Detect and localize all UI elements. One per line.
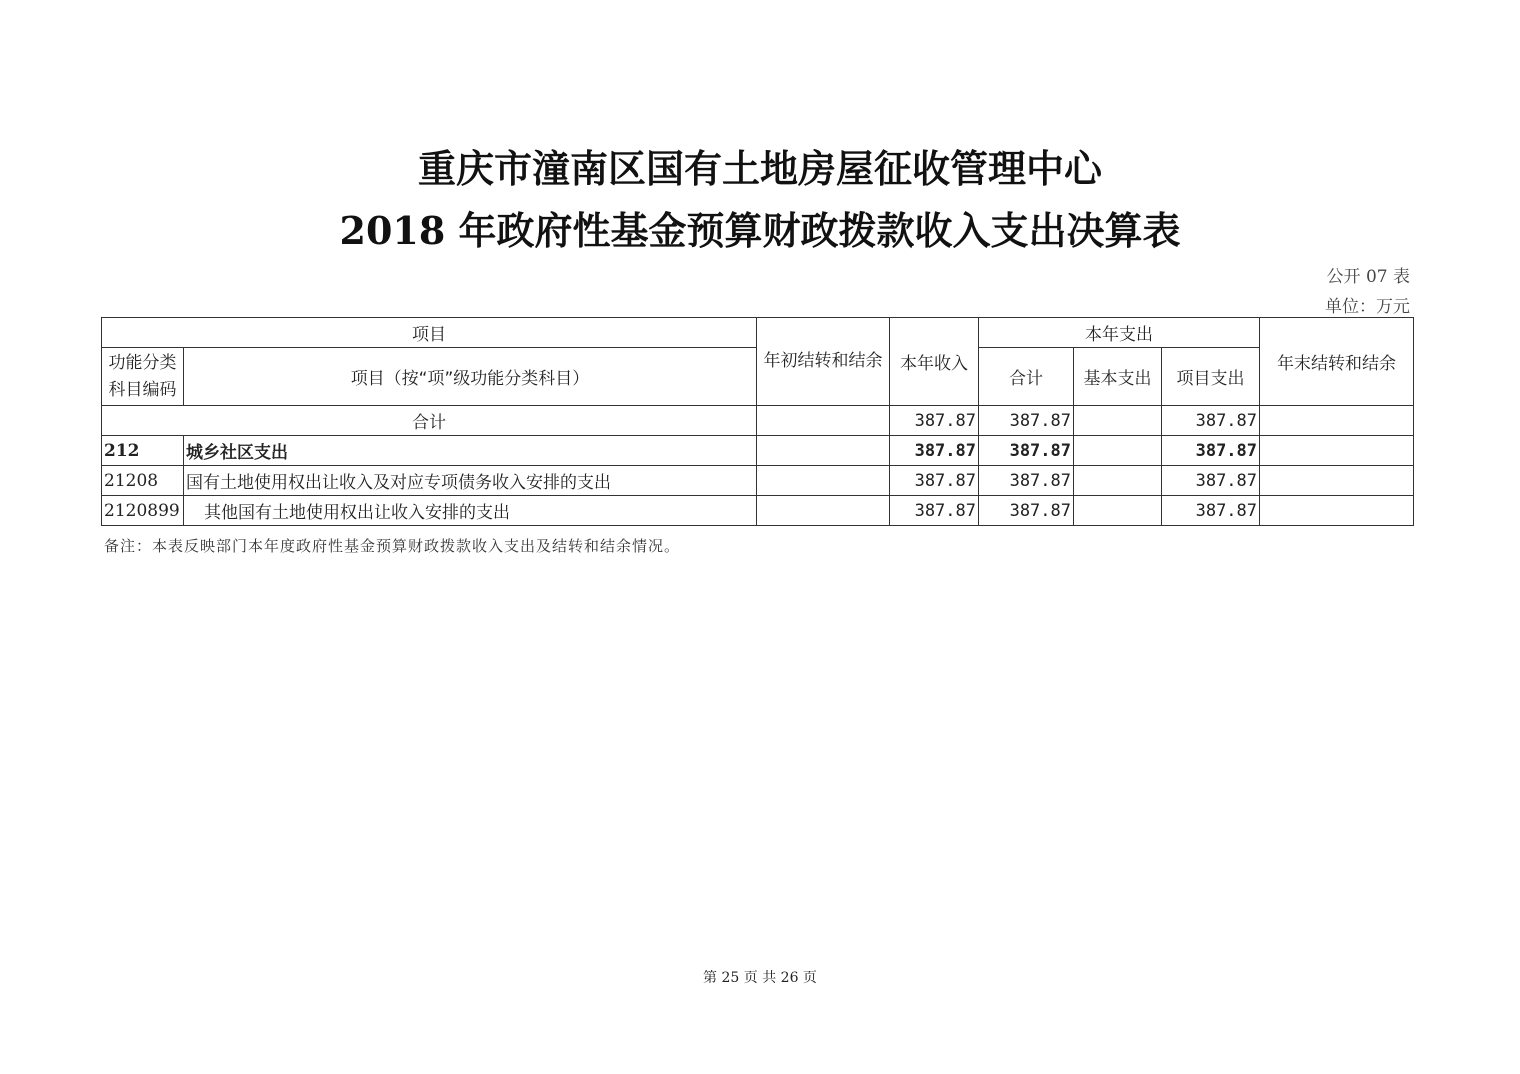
header-exp-total: 合计 [979,348,1074,406]
table-row [102,496,1414,526]
total-begin-balance [757,406,890,436]
row-income: 387.87 [890,436,979,466]
total-income: 387.87 [890,406,979,436]
page-title-line2: 2018 年政府性基金预算财政拨款收入支出决算表 [339,208,1181,253]
header-func-name: 项目（按“项”级功能分类科目） [184,348,757,406]
row-exp-basic [1074,466,1162,496]
row-begin-balance [757,436,890,466]
row-exp-basic [1074,436,1162,466]
row-exp-project: 387.87 [1162,436,1260,466]
total-label: 合计 [102,406,757,436]
total-exp-project: 387.87 [1162,406,1260,436]
header-expense-group: 本年支出 [979,318,1260,348]
unit-label: 单位：万元 [1325,297,1410,317]
total-exp-basic [1074,406,1162,436]
row-end-balance [1260,496,1414,526]
row-exp-project: 387.87 [1162,466,1260,496]
row-name: 城乡社区支出 [184,436,757,466]
row-exp-basic [1074,496,1162,526]
total-row [102,406,1414,436]
header-func-code: 功能分类科目编码 [102,348,184,406]
table-row [102,436,1414,466]
header-exp-basic: 基本支出 [1074,348,1162,406]
row-end-balance [1260,436,1414,466]
header-end-balance: 年末结转和结余 [1260,318,1414,406]
page-footer: 第 25 页 共 26 页 [703,970,817,986]
form-number: 公开 07 表 [1326,267,1410,287]
table-row [102,466,1414,496]
row-code: 2120899 [102,496,184,526]
header-exp-project: 项目支出 [1162,348,1260,406]
row-name: 其他国有土地使用权出让收入安排的支出 [184,496,757,526]
header-income: 本年收入 [890,318,979,406]
row-exp-project: 387.87 [1162,496,1260,526]
row-exp-total: 387.87 [979,496,1074,526]
row-income: 387.87 [890,466,979,496]
row-name: 国有土地使用权出让收入及对应专项债务收入安排的支出 [184,466,757,496]
row-code: 212 [102,436,184,466]
row-begin-balance [757,466,890,496]
row-income: 387.87 [890,496,979,526]
page-title-line1: 重庆市潼南区国有土地房屋征收管理中心 [417,146,1102,191]
total-end-balance [1260,406,1414,436]
header-item: 项目 [102,318,757,348]
row-code: 21208 [102,466,184,496]
row-exp-total: 387.87 [979,436,1074,466]
table-note: 备注：本表反映部门本年度政府性基金预算财政拨款收入支出及结转和结余情况。 [104,537,681,555]
total-exp-total: 387.87 [979,406,1074,436]
row-begin-balance [757,496,890,526]
row-end-balance [1260,466,1414,496]
header-begin-balance: 年初结转和结余 [757,318,890,406]
budget-table [101,317,1414,526]
row-exp-total: 387.87 [979,466,1074,496]
